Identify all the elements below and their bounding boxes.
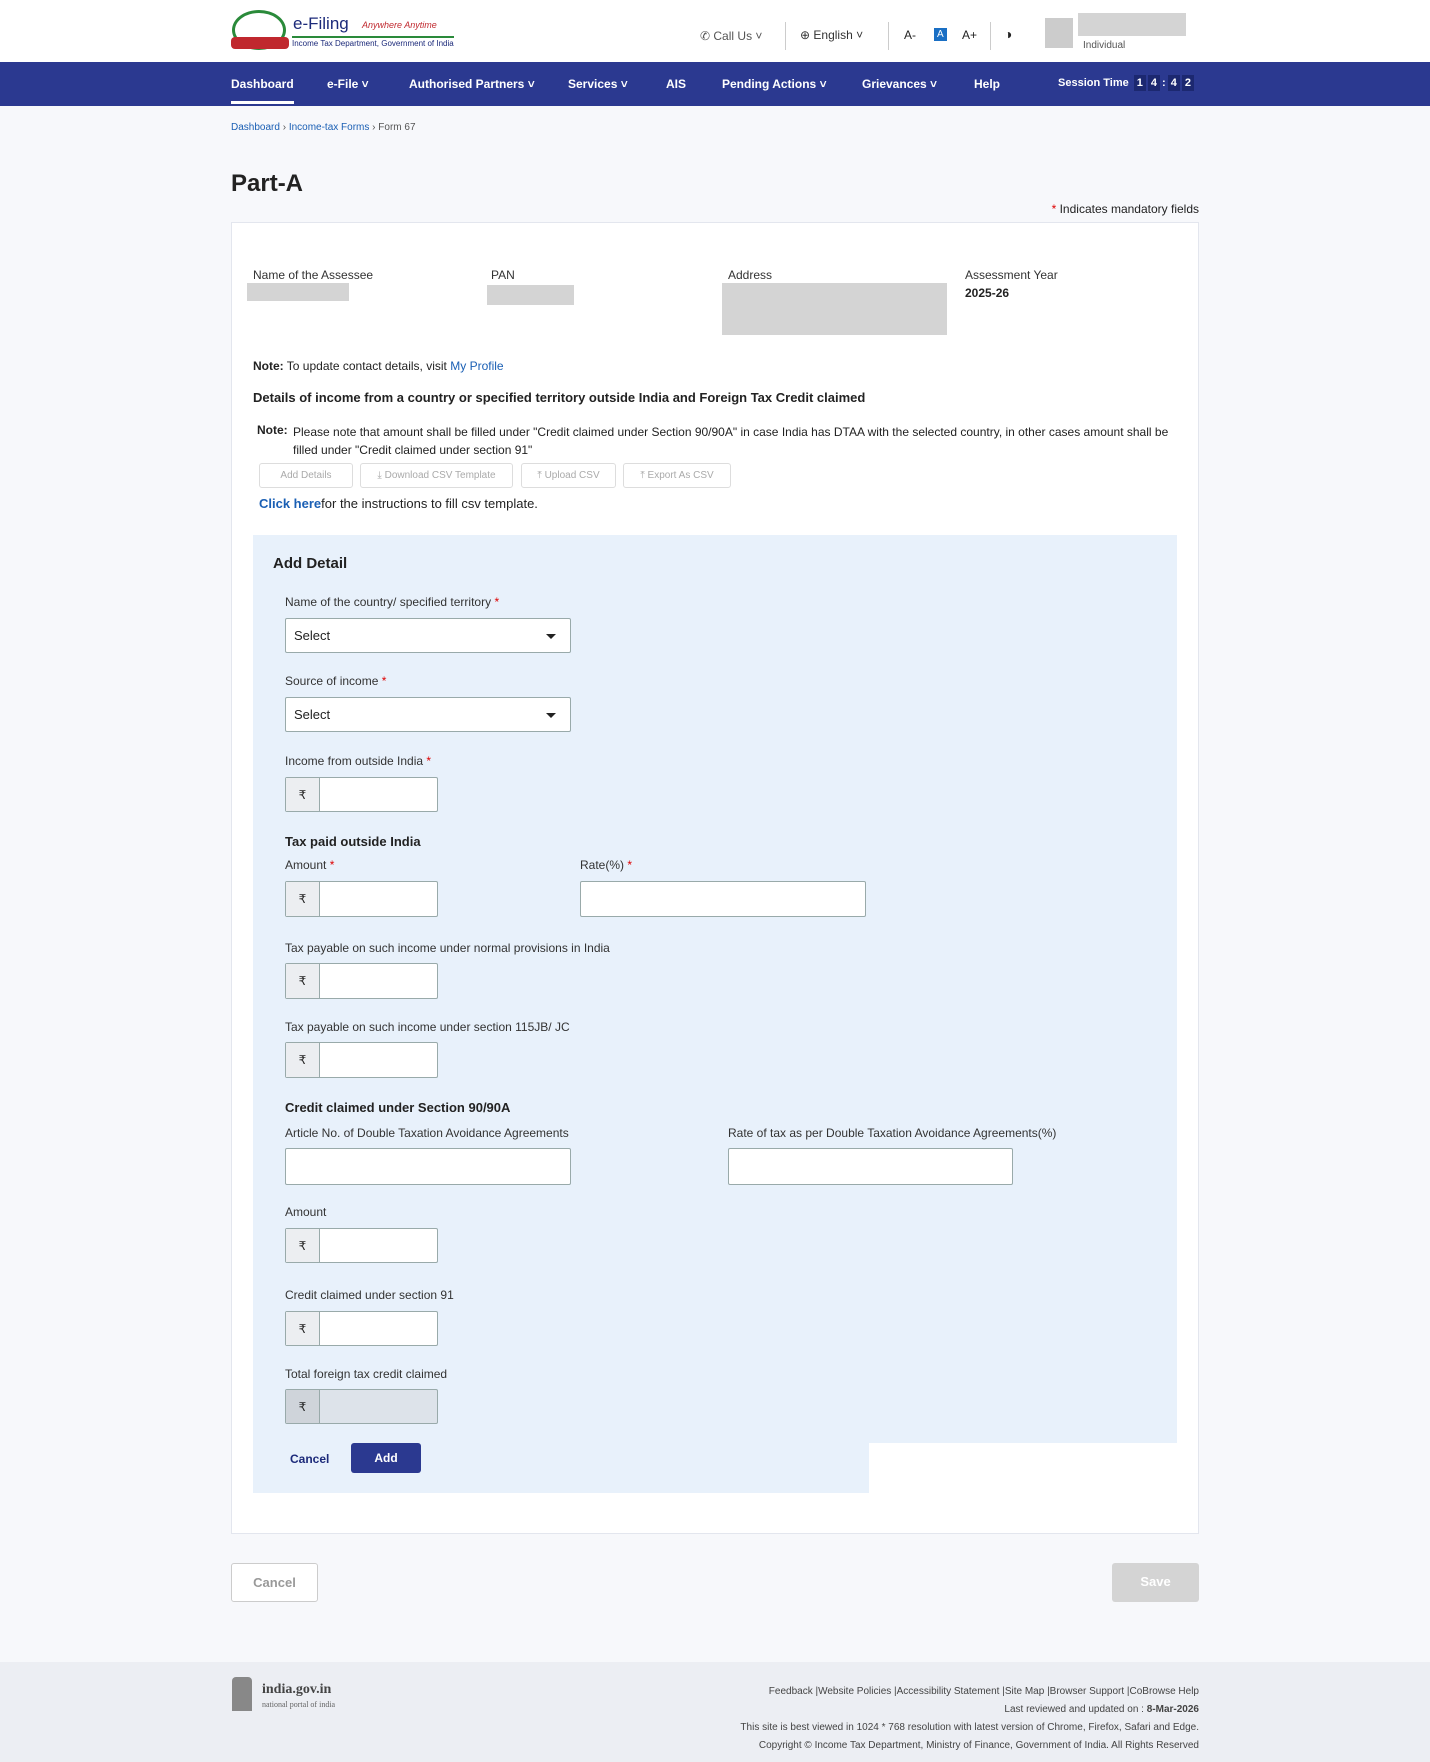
address-label: Address bbox=[728, 268, 773, 282]
csv-help: Click herefor the instructions to fill csv template. bbox=[259, 496, 538, 511]
breadcrumb: Dashboard › Income-tax Forms › Form 67 bbox=[231, 122, 416, 133]
article-label: Article No. of Double Taxation Avoidance Agreements bbox=[285, 1126, 569, 1140]
nav-dashboard[interactable]: Dashboard bbox=[231, 77, 294, 104]
note-prefix: Note: bbox=[257, 423, 288, 437]
tax-paid-heading: Tax paid outside India bbox=[285, 834, 421, 849]
call-us-button[interactable]: ✆ Call Us ˅ bbox=[700, 29, 763, 43]
logo-tagline: Anywhere Anytime bbox=[362, 20, 437, 30]
total-credit-label: Total foreign tax credit claimed bbox=[285, 1367, 448, 1381]
font-increase-button[interactable]: A+ bbox=[962, 28, 978, 42]
export-icon: ⤒ bbox=[640, 470, 648, 481]
download-icon: ⤓ bbox=[377, 470, 385, 481]
contrast-toggle-icon[interactable]: ◑ bbox=[1004, 26, 1013, 42]
top-header bbox=[0, 0, 1430, 62]
phone-icon: ✆ bbox=[700, 29, 714, 43]
footer-links[interactable]: Feedback |Website Policies |Accessibility Statement |Site Map |Browser Support |CoBrowse Help bbox=[768, 1686, 1199, 1697]
export-csv-button[interactable]: ⤒ Export As CSV bbox=[623, 463, 731, 488]
divider bbox=[990, 22, 991, 50]
upload-csv-button[interactable]: ⤒ Upload CSV bbox=[521, 463, 616, 488]
user-type: Individual bbox=[1083, 40, 1126, 51]
country-select[interactable]: Select bbox=[285, 618, 571, 653]
tax-amount-label: Amount * bbox=[285, 858, 335, 872]
dtaa-note: Please note that amount shall be filled under "Credit claimed under Section 90/90A" in case India has DTAA with the selected country, in other cases amount shall be filled under "Credit claimed under section 91" bbox=[293, 425, 1169, 457]
nav-help[interactable]: Help bbox=[974, 77, 1001, 91]
font-default-button[interactable]: A bbox=[934, 28, 947, 41]
call-us-label: Call Us bbox=[713, 29, 753, 43]
normal-tax-label: Tax payable on such income under normal provisions in India bbox=[285, 941, 610, 955]
rupee-icon: ₹ bbox=[286, 882, 320, 916]
address-redacted bbox=[722, 283, 947, 335]
nav-efile[interactable]: e-File ˅ bbox=[327, 77, 369, 91]
nav-grievances[interactable]: Grievances ˅ bbox=[862, 77, 938, 91]
source-select[interactable]: Select bbox=[285, 697, 571, 732]
main-nav bbox=[0, 62, 1430, 106]
font-decrease-button[interactable]: A- bbox=[904, 28, 916, 42]
sec91-label: Credit claimed under section 91 bbox=[285, 1288, 454, 1302]
add-detail-panel-footer bbox=[253, 1443, 869, 1493]
article-input[interactable] bbox=[285, 1148, 571, 1185]
save-button[interactable]: Save bbox=[1112, 1563, 1199, 1602]
jb-tax-label: Tax payable on such income under section 115JB/ JC bbox=[285, 1020, 570, 1034]
avatar[interactable] bbox=[1045, 18, 1073, 48]
form-cancel-button[interactable]: Cancel bbox=[290, 1452, 330, 1466]
emblem-logo-icon bbox=[232, 10, 286, 50]
ay-label: Assessment Year bbox=[965, 268, 1058, 282]
form-add-button[interactable]: Add bbox=[351, 1443, 421, 1473]
rupee-icon: ₹ bbox=[286, 1229, 320, 1262]
add-details-button[interactable]: Add Details bbox=[259, 463, 353, 488]
tax-amount-input[interactable] bbox=[285, 881, 438, 917]
rupee-icon: ₹ bbox=[286, 964, 320, 998]
dtaa-rate-label: Rate of tax as per Double Taxation Avoidance Agreements(%) bbox=[728, 1126, 1057, 1140]
best-viewed: This site is best viewed in 1024 * 768 resolution with latest version of Chrome, Firefox, Safari and Edge. bbox=[740, 1722, 1199, 1733]
upload-icon: ⤒ bbox=[537, 470, 545, 481]
country-label: Name of the country/ specified territory * bbox=[285, 595, 500, 609]
assessee-name-label: Name of the Assessee bbox=[253, 268, 374, 282]
divider bbox=[785, 22, 786, 50]
portal-subtitle: national portal of india bbox=[262, 1700, 336, 1709]
details-heading: Details of income from a country or specified territory outside India and Foreign Tax Credit claimed bbox=[253, 390, 866, 405]
jb-tax-input[interactable] bbox=[285, 1042, 438, 1078]
nav-services[interactable]: Services ˅ bbox=[568, 77, 628, 91]
contact-note: Note: To update contact details, visit My Profile bbox=[253, 359, 504, 373]
rate-label: Rate(%) * bbox=[580, 858, 633, 872]
income-input[interactable] bbox=[285, 777, 438, 812]
mandatory-note: * Indicates mandatory fields bbox=[1051, 202, 1199, 216]
language-select[interactable]: ⊕ English ˅ bbox=[800, 28, 864, 42]
globe-icon: ⊕ bbox=[800, 28, 814, 42]
session-timer: Session Time 1 4 : 4 2 bbox=[1058, 75, 1194, 91]
copyright: Copyright © Income Tax Department, Ministry of Finance, Government of India. All Rights Reserved bbox=[758, 1740, 1199, 1751]
nav-pending-actions[interactable]: Pending Actions ˅ bbox=[722, 77, 827, 91]
dtaa-rate-input[interactable] bbox=[728, 1148, 1013, 1185]
india-gov-link[interactable]: india.gov.in bbox=[262, 1682, 332, 1697]
logo-title: e-Filing bbox=[293, 14, 349, 33]
income-label: Income from outside India * bbox=[285, 754, 432, 768]
last-reviewed: Last reviewed and updated on : 8-Mar-2026 bbox=[1004, 1704, 1199, 1715]
credit-heading: Credit claimed under Section 90/90A bbox=[285, 1100, 511, 1115]
page-cancel-button[interactable]: Cancel bbox=[231, 1563, 318, 1602]
rupee-icon: ₹ bbox=[286, 1312, 320, 1345]
sec91-input[interactable] bbox=[285, 1311, 438, 1346]
breadcrumb-current: Form 67 bbox=[378, 122, 416, 133]
rupee-icon: ₹ bbox=[286, 778, 320, 811]
download-csv-button[interactable]: ⤓ Download CSV Template bbox=[360, 463, 513, 488]
credit-amount-label: Amount bbox=[285, 1205, 327, 1219]
national-emblem-icon bbox=[232, 1677, 252, 1711]
language-label: English bbox=[813, 28, 853, 42]
nav-ais[interactable]: AIS bbox=[666, 77, 687, 91]
my-profile-link[interactable]: My Profile bbox=[450, 359, 504, 373]
pan-label: PAN bbox=[491, 268, 515, 282]
add-detail-title: Add Detail bbox=[273, 555, 348, 572]
normal-tax-input[interactable] bbox=[285, 963, 438, 999]
footer bbox=[0, 1662, 1430, 1762]
assessee-name-redacted bbox=[247, 283, 349, 301]
breadcrumb-forms[interactable]: Income-tax Forms bbox=[288, 122, 370, 133]
total-credit-input bbox=[285, 1389, 438, 1424]
logo-subtitle: Income Tax Department, Government of India bbox=[292, 36, 454, 48]
click-here-link[interactable]: Click here bbox=[259, 496, 322, 511]
nav-authorised-partners[interactable]: Authorised Partners ˅ bbox=[409, 77, 535, 91]
source-label: Source of income * bbox=[285, 674, 387, 688]
user-name-redacted bbox=[1078, 13, 1186, 36]
credit-amount-input[interactable] bbox=[285, 1228, 438, 1263]
rate-input[interactable] bbox=[580, 881, 866, 917]
ay-value: 2025-26 bbox=[965, 286, 1010, 300]
page-title: Part-A bbox=[231, 170, 304, 197]
rupee-icon: ₹ bbox=[286, 1043, 320, 1077]
breadcrumb-dashboard[interactable]: Dashboard bbox=[231, 122, 280, 133]
divider bbox=[888, 22, 889, 50]
rupee-icon: ₹ bbox=[286, 1390, 320, 1423]
pan-redacted bbox=[487, 285, 574, 305]
